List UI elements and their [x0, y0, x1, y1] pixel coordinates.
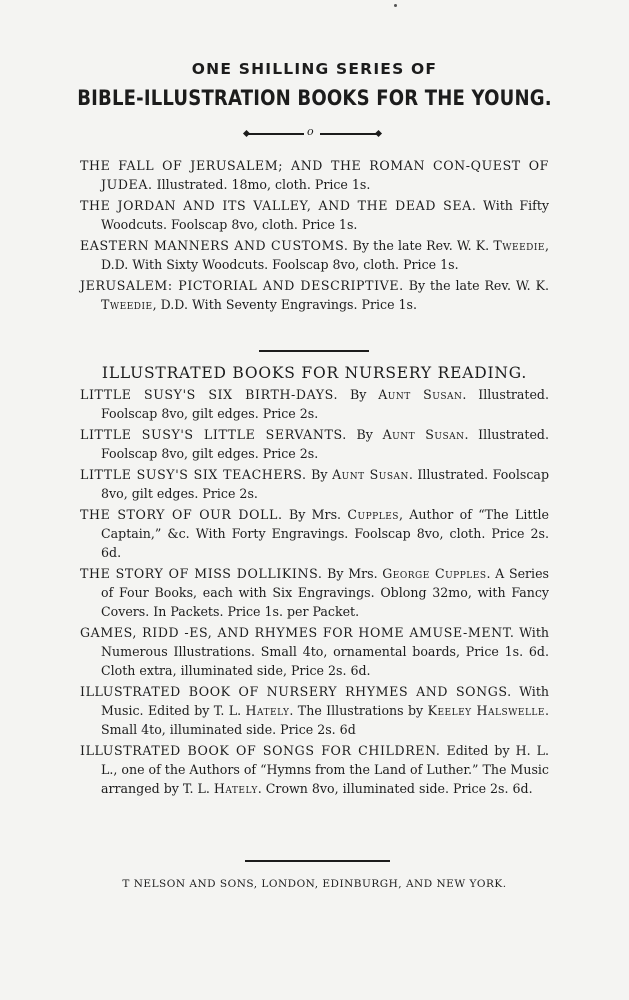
book-details: By: [311, 467, 328, 482]
series-title: BIBLE-ILLUSTRATION BOOKS FOR THE YOUNG.: [77, 86, 552, 110]
print-speck: [394, 4, 397, 7]
book-author: Aunt Susan: [382, 427, 465, 442]
list-item: [80, 196, 549, 234]
book-title: GAMES, RIDD -ES, AND RHYMES FOR HOME AMUSE-MENT.: [80, 625, 515, 640]
list-item: [80, 623, 549, 680]
list-item: [80, 236, 549, 274]
book-details: With Music. Edited by T. L.: [101, 684, 549, 718]
book-details: By the late Rev. W. K.: [408, 278, 549, 293]
book-title: LITTLE SUSY'S LITTLE SERVANTS.: [80, 427, 347, 442]
book-title: ILLUSTRATED BOOK OF NURSERY RHYMES AND SONGS.: [80, 684, 512, 699]
book-title: THE FALL OF JERUSALEM; AND THE ROMAN CON-QUEST OF JUDEA.: [80, 158, 549, 192]
book-details: . Illustrated. Foolscap 8vo, gilt edges. Price 2s.: [101, 427, 549, 461]
book-details: By: [356, 427, 373, 442]
book-illustrator: Keeley Halswelle: [427, 703, 545, 718]
book-author: Tweedie: [493, 238, 545, 253]
book-title: ILLUSTRATED BOOK OF SONGS FOR CHILDREN.: [80, 743, 441, 758]
list-item: [80, 156, 549, 194]
ornamental-divider: [244, 125, 384, 138]
divider-line-right: [320, 133, 378, 135]
book-details: Edited by H. L. L., one of the Authors of “Hymns from the Land of Luther.” The Music arranged by T. L.: [101, 743, 550, 796]
book-details: With Fifty Woodcuts. Foolscap 8vo, cloth. Price 1s.: [101, 198, 550, 232]
list-item: [80, 682, 549, 739]
book-author: Hately: [213, 781, 258, 796]
book-details: , D.D. With Seventy Engravings. Price 1s.: [152, 297, 418, 312]
book-details: . Illustrated. Foolscap 8vo, gilt edges. Price 2s.: [101, 387, 549, 421]
book-details: With Numerous Illustrations. Small 4to, ornamental boards, Price 1s. 6d. Cloth extra, illuminated side, Price 2s. 6d.: [101, 625, 549, 678]
book-author: Cupples: [347, 507, 399, 522]
book-details: . A Series of Four Books, each with Six Engravings. Oblong 32mo, with Fancy Covers. In Packets. Price 1s. per Packet.: [101, 566, 549, 619]
book-author: George Cupples: [382, 566, 487, 581]
divider-line-left: [248, 133, 304, 135]
list-item: [80, 465, 549, 503]
series-heading: ONE SHILLING SERIES OF: [191, 60, 438, 78]
book-details: By: [349, 387, 367, 402]
book-author: Tweedie: [101, 297, 153, 312]
book-author: Aunt Susan: [378, 387, 463, 402]
list-item: [80, 276, 549, 314]
footer-divider: [245, 860, 390, 862]
book-title: JERUSALEM: PICTORIAL AND DESCRIPTIVE.: [80, 278, 404, 293]
nursery-section-heading: ILLUSTRATED BOOKS FOR NURSERY READING.: [101, 364, 528, 382]
book-details: By Mrs.: [327, 566, 378, 581]
section-divider: [259, 350, 369, 352]
nursery-books-list: [80, 385, 549, 800]
book-details: . The Illustrations by: [289, 703, 424, 718]
list-item: [80, 564, 549, 621]
book-author: Aunt Susan: [332, 467, 409, 482]
book-title: LITTLE SUSY'S SIX TEACHERS.: [80, 467, 307, 482]
list-item: [80, 505, 549, 562]
bible-books-list: [80, 156, 549, 316]
book-details: . Small 4to, illuminated side. Price 2s. 6d: [101, 703, 549, 737]
book-details: Illustrated. 18mo, cloth. Price 1s.: [156, 177, 371, 192]
divider-cap-right: [375, 130, 382, 137]
book-details: , D.D. With Sixty Woodcuts. Foolscap 8vo, cloth. Price 1s.: [101, 238, 549, 272]
book-details: . Crown 8vo, illuminated side. Price 2s. 6d.: [257, 781, 533, 796]
book-details: By the late Rev. W. K.: [352, 238, 490, 253]
list-item: [80, 741, 549, 798]
book-title: THE STORY OF OUR DOLL.: [80, 507, 283, 522]
book-title: EASTERN MANNERS AND CUSTOMS.: [80, 238, 349, 253]
publisher-imprint: T NELSON AND SONS, LONDON, EDINBURGH, AND NEW YORK.: [122, 878, 507, 890]
book-title: THE STORY OF MISS DOLLIKINS.: [80, 566, 323, 581]
book-title: THE JORDAN AND ITS VALLEY, AND THE DEAD SEA.: [80, 198, 477, 213]
list-item: [80, 385, 549, 423]
book-details: . Illustrated. Foolscap 8vo, gilt edges. Price 2s.: [101, 467, 550, 501]
divider-center-mark: o: [307, 125, 314, 138]
book-title: LITTLE SUSY'S SIX BIRTH-DAYS.: [80, 387, 339, 402]
book-details: By Mrs.: [288, 507, 342, 522]
book-author: Hately: [245, 703, 290, 718]
list-item: [80, 425, 549, 463]
book-details: , Author of “The Little Captain,” &c. With Forty Engravings. Foolscap 8vo, cloth. Price 2s. 6d.: [101, 507, 549, 560]
